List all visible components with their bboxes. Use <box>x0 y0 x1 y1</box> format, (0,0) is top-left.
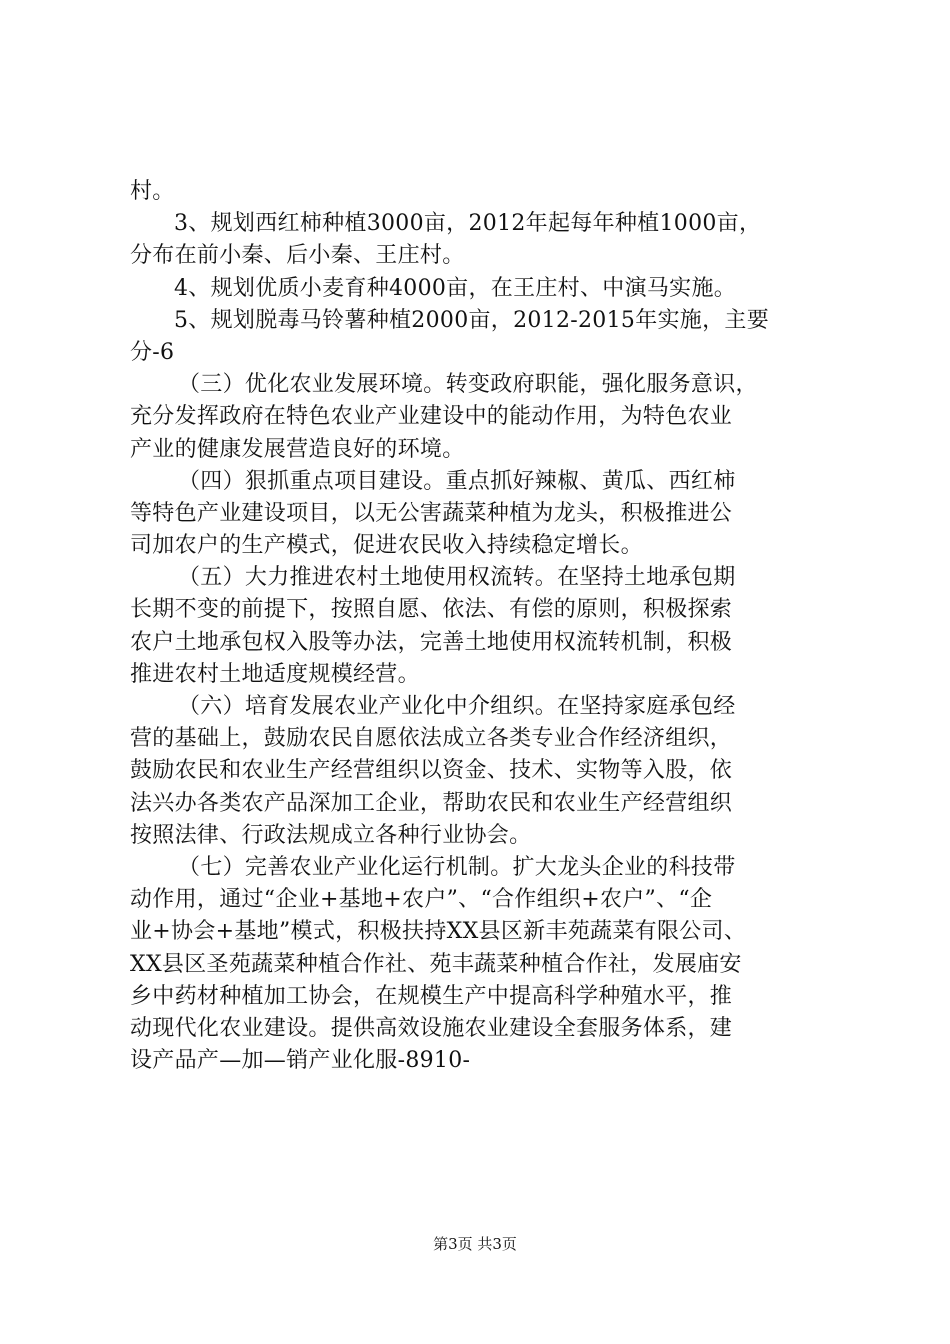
text-line: 等特色产业建设项目，以无公害蔬菜种植为龙头，积极推进公 <box>130 500 733 526</box>
page-footer <box>0 1234 950 1254</box>
text-line: 充分发挥政府在特色农业产业建设中的能动作用，为特色农业 <box>130 404 733 430</box>
text-line: （四）狠抓重点项目建设。重点抓好辣椒、黄瓜、西红柿 <box>178 468 736 494</box>
text-line: （六）培育发展农业产业化中介组织。在坚持家庭承包经 <box>178 694 736 719</box>
text-line: 设产品产—加—销产业化服-8910- <box>130 1048 471 1074</box>
text-line: 营的基础上，鼓励农民自愿依法成立各类专业合作经济组织， <box>130 726 733 752</box>
text-line: 鼓励农民和农业生产经营组织以资金、技术、实物等入股，依 <box>130 758 733 784</box>
text-line: 分布在前小秦、后小秦、王庄村。 <box>130 243 465 269</box>
text-line: XX县区圣苑蔬菜种植合作社、苑丰蔬菜种植合作社，发展庙安 <box>130 951 742 977</box>
text-line: 分-6 <box>130 339 175 365</box>
text-line: 动作用，通过“企业+基地+农户”、“合作组织+农户”、“企 <box>130 887 713 913</box>
text-line: 3、规划西红柿种植3000亩，2012年起每年种植1000亩， <box>174 211 762 237</box>
text-line: （七）完善农业产业化运行机制。扩大龙头企业的科技带 <box>178 854 736 880</box>
text-line: 4、规划优质小麦育种4000亩，在王庄村、中演马实施。 <box>174 275 737 301</box>
text-line: 乡中药材种植加工协会，在规模生产中提高科学种殖水平，推 <box>130 983 733 1009</box>
text-line: 农户土地承包权入股等办法，完善土地使用权流转机制，积极 <box>130 629 733 655</box>
text-line: 5、规划脱毒马铃薯种植2000亩，2012-2015年实施，主要 <box>174 307 769 333</box>
document-body <box>130 176 830 1077</box>
text-line: 村。 <box>130 179 175 204</box>
text-line: 法兴办各类农产品深加工企业，帮助农民和农业生产经营组织 <box>130 790 733 816</box>
text-line: 业+协会+基地”模式，积极扶持XX县区新丰苑蔬菜有限公司、 <box>130 919 747 945</box>
text-line: （五）大力推进农村土地使用权流转。在坚持土地承包期 <box>178 565 736 591</box>
text-line: 司加农户的生产模式，促进农民收入持续稳定增长。 <box>130 533 643 559</box>
text-line: 推进农村土地适度规模经营。 <box>130 661 420 687</box>
text-line: 产业的健康发展营造良好的环境。 <box>130 436 465 462</box>
page-number: 第3页 共3页 <box>433 1235 517 1253</box>
text-line: 长期不变的前提下，按照自愿、依法、有偿的原则，积极探索 <box>130 597 733 623</box>
text-line: （三）优化农业发展环境。转变政府职能，强化服务意识， <box>178 372 758 398</box>
text-line: 动现代化农业建设。提供高效设施农业建设全套服务体系，建 <box>130 1015 733 1041</box>
text-line: 按照法律、行政法规成立各种行业协会。 <box>130 822 532 848</box>
